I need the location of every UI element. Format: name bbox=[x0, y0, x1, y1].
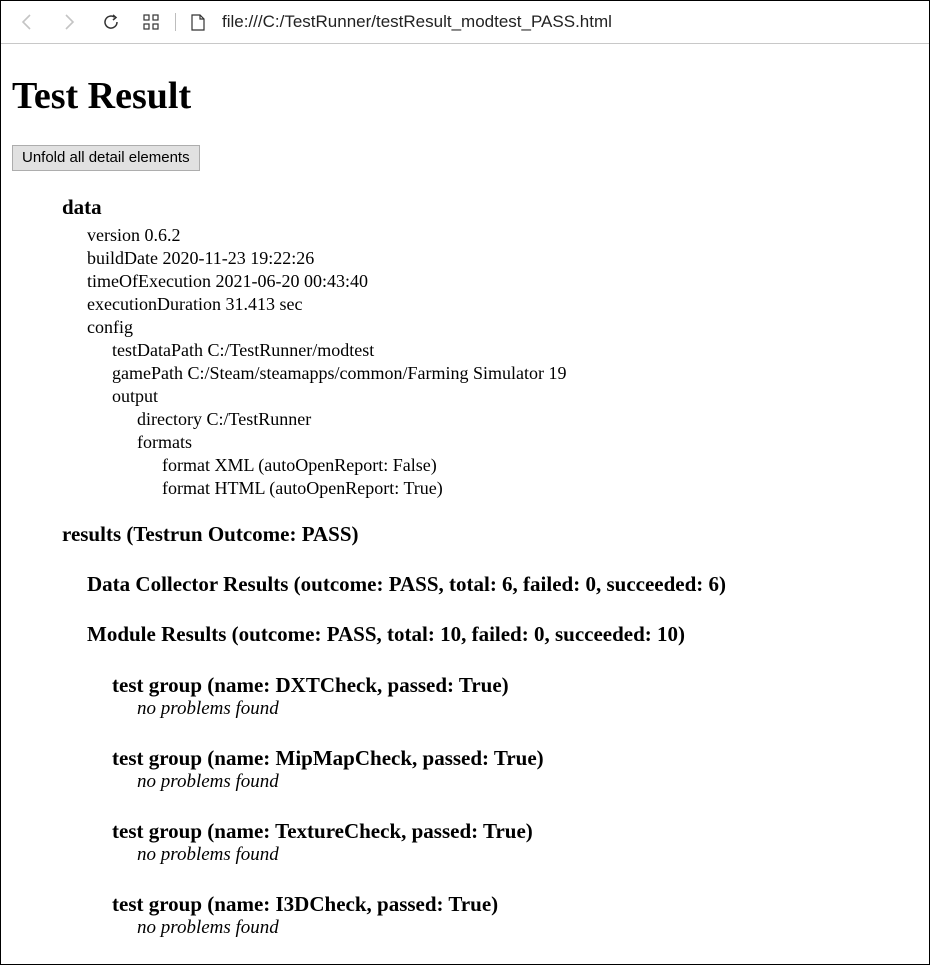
back-button[interactable] bbox=[17, 12, 37, 32]
format-html-line: format HTML (autoOpenReport: True) bbox=[162, 477, 443, 498]
address-bar[interactable]: file:///C:/TestRunner/testResult_modtest_PASS.html bbox=[222, 12, 612, 31]
test-group-detail: no problems found bbox=[137, 770, 279, 792]
file-icon bbox=[191, 14, 205, 31]
page-title: Test Result bbox=[12, 75, 192, 117]
refresh-button[interactable] bbox=[101, 12, 121, 32]
formats-line: formats bbox=[137, 431, 192, 452]
test-group-detail: no problems found bbox=[137, 916, 279, 938]
results-section bbox=[12, 522, 929, 939]
version-line: version 0.6.2 bbox=[87, 224, 181, 245]
chevron-left-icon bbox=[20, 14, 34, 30]
apps-button[interactable] bbox=[141, 12, 161, 32]
data-summary[interactable]: data bbox=[62, 194, 102, 219]
execution-duration-line: executionDuration 31.413 sec bbox=[87, 293, 303, 314]
test-group-detail: no problems found bbox=[137, 843, 279, 865]
page-info-button[interactable] bbox=[188, 12, 208, 32]
data-collector-results[interactable]: Data Collector Results (outcome: PASS, total: 6, failed: 0, succeeded: 6) bbox=[87, 571, 727, 596]
test-group-dxtcheck[interactable]: test group (name: DXTCheck, passed: True) bbox=[112, 672, 509, 697]
refresh-icon bbox=[102, 13, 120, 31]
output-line: output bbox=[112, 385, 159, 406]
unfold-all-button[interactable]: Unfold all detail elements bbox=[12, 145, 200, 171]
forward-button[interactable] bbox=[59, 12, 79, 32]
data-section bbox=[12, 195, 929, 500]
format-xml-line: format XML (autoOpenReport: False) bbox=[162, 454, 437, 475]
test-group-mipmapcheck[interactable]: test group (name: MipMapCheck, passed: True) bbox=[112, 745, 544, 770]
chevron-right-icon bbox=[62, 14, 76, 30]
page-content bbox=[1, 76, 929, 939]
test-data-path-line: testDataPath C:/TestRunner/modtest bbox=[112, 339, 375, 360]
test-group-i3dcheck[interactable]: test group (name: I3DCheck, passed: True) bbox=[112, 891, 499, 916]
time-of-execution-line: timeOfExecution 2021-06-20 00:43:40 bbox=[87, 270, 368, 291]
toolbar-divider bbox=[175, 13, 176, 31]
results-summary[interactable]: results (Testrun Outcome: PASS) bbox=[62, 521, 359, 546]
module-results[interactable]: Module Results (outcome: PASS, total: 10, failed: 0, succeeded: 10) bbox=[87, 621, 686, 646]
test-group-texturecheck[interactable]: test group (name: TextureCheck, passed: True) bbox=[112, 818, 533, 843]
game-path-line: gamePath C:/Steam/steamapps/common/Farming Simulator 19 bbox=[112, 362, 567, 383]
test-group-detail: no problems found bbox=[137, 697, 279, 719]
grid-icon bbox=[143, 14, 159, 30]
browser-toolbar bbox=[1, 1, 929, 44]
build-date-line: buildDate 2020-11-23 19:22:26 bbox=[87, 247, 315, 268]
directory-line: directory C:/TestRunner bbox=[137, 408, 312, 429]
config-line: config bbox=[87, 316, 133, 337]
